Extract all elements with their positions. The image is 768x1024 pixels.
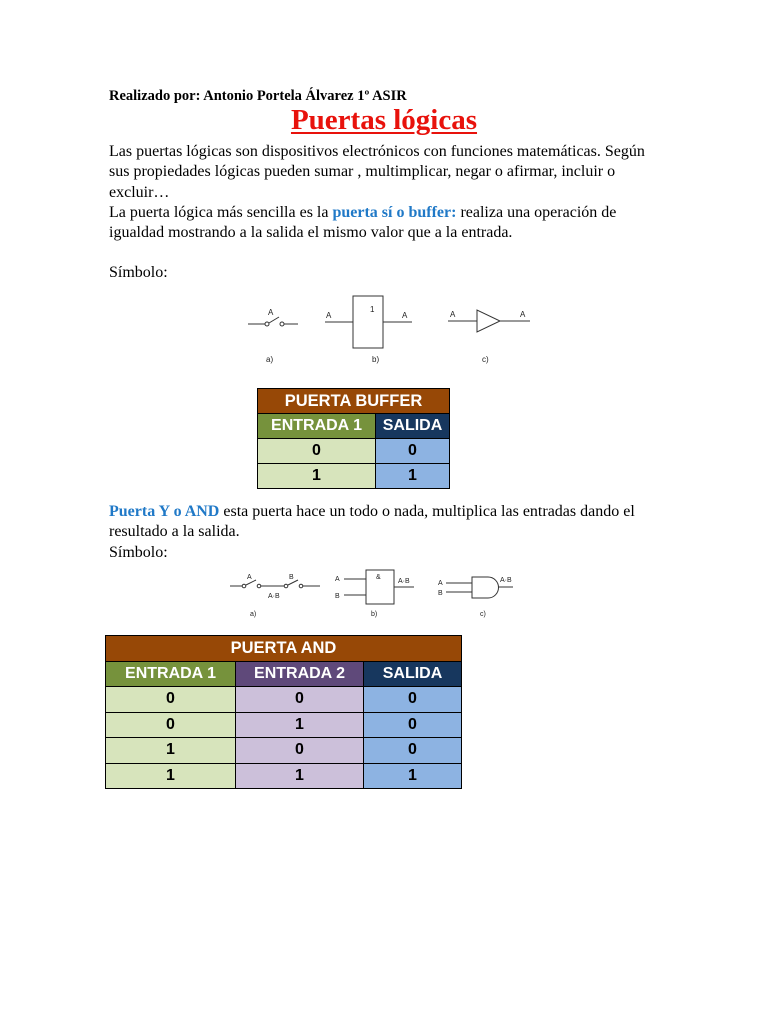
table-cell: 0	[236, 738, 364, 764]
table-cell: 1	[258, 464, 376, 489]
and-symbol-label: Símbolo:	[109, 544, 168, 561]
and-text-after: esta puerta hace un todo o nada, multiplica las entradas dando el resultado a la salida.	[109, 503, 635, 541]
caption-b: b)	[372, 355, 380, 364]
buffer-table-title: PUERTA BUFFER	[258, 389, 450, 414]
and-symbol-figure	[228, 566, 528, 622]
caption-c: c)	[482, 355, 489, 364]
table-cell: 1	[106, 763, 236, 789]
triangle-output-label: A	[520, 310, 526, 319]
and-paragraph	[109, 502, 669, 543]
table-row	[106, 738, 462, 764]
triangle-symbol	[448, 310, 530, 332]
table-row	[106, 763, 462, 789]
switch-input-label: A	[268, 308, 274, 317]
triangle-input-label: A	[450, 310, 456, 319]
table-row	[258, 439, 450, 464]
buffer-truth-table	[257, 388, 450, 489]
author-line: Realizado por: Antonio Portela Álvarez 1º ASIR	[109, 88, 407, 104]
table-cell: 1	[364, 763, 462, 789]
buffer-text-before: La puerta lógica más sencilla es la	[109, 204, 333, 221]
box-output-label: A·B	[398, 578, 410, 585]
box-input-label: A	[326, 311, 332, 320]
and-highlight: Puerta Y o AND	[109, 503, 220, 520]
table-cell: 0	[106, 712, 236, 738]
page-title: Puertas lógicas	[290, 104, 478, 136]
buffer-highlight: puerta sí o buffer:	[332, 204, 457, 221]
table-cell: 1	[236, 763, 364, 789]
box-output-label: A	[402, 311, 408, 320]
switch-output-label: A·B	[268, 593, 280, 600]
switch-symbol	[248, 308, 298, 326]
table-cell: 0	[258, 439, 376, 464]
table-row	[258, 464, 450, 489]
gate-output-label: A·B	[500, 577, 512, 584]
table-cell: 0	[364, 687, 462, 713]
caption-c: c)	[480, 611, 486, 618]
table-cell: 1	[376, 464, 450, 489]
caption-a: a)	[250, 611, 257, 618]
table-row	[106, 687, 462, 713]
box-inner-label: &	[376, 574, 381, 581]
caption-a: a)	[266, 355, 274, 364]
table-row	[106, 712, 462, 738]
series-switch-symbol	[230, 574, 320, 600]
switch-b-label: B	[289, 574, 294, 581]
buffer-header-output: SALIDA	[376, 414, 450, 439]
box-inner-label: 1	[370, 305, 375, 314]
table-cell: 1	[106, 738, 236, 764]
box-b-label: B	[335, 593, 340, 600]
buffer-symbol-label: Símbolo:	[109, 264, 168, 281]
buffer-text-after: realiza una operación de igualdad mostrando a la salida el mismo valor que a la entrada.	[109, 204, 617, 242]
box-symbol	[325, 296, 412, 348]
table-cell: 0	[364, 738, 462, 764]
and-box-symbol	[335, 570, 414, 604]
switch-a-label: A	[247, 574, 252, 581]
and-header-output: SALIDA	[364, 661, 462, 687]
table-cell: 0	[106, 687, 236, 713]
buffer-header-input: ENTRADA 1	[258, 414, 376, 439]
and-table-title: PUERTA AND	[106, 636, 462, 662]
and-gate-symbol	[438, 577, 513, 598]
buffer-paragraph	[109, 203, 669, 244]
box-a-label: A	[335, 576, 340, 583]
and-truth-table	[105, 635, 462, 789]
and-header-input1: ENTRADA 1	[106, 661, 236, 687]
buffer-symbol-figure	[240, 290, 540, 370]
gate-a-label: A	[438, 580, 443, 587]
gate-b-label: B	[438, 590, 443, 597]
table-cell: 0	[236, 687, 364, 713]
table-cell: 1	[236, 712, 364, 738]
and-header-input2: ENTRADA 2	[236, 661, 364, 687]
caption-b: b)	[371, 611, 378, 618]
table-cell: 0	[364, 712, 462, 738]
intro-paragraph: Las puertas lógicas son dispositivos electrónicos con funciones matemáticas. Según sus propiedades lógicas pueden sumar , multimplicar, negar o afirmar, incluir o excluir…	[109, 143, 645, 201]
table-cell: 0	[376, 439, 450, 464]
